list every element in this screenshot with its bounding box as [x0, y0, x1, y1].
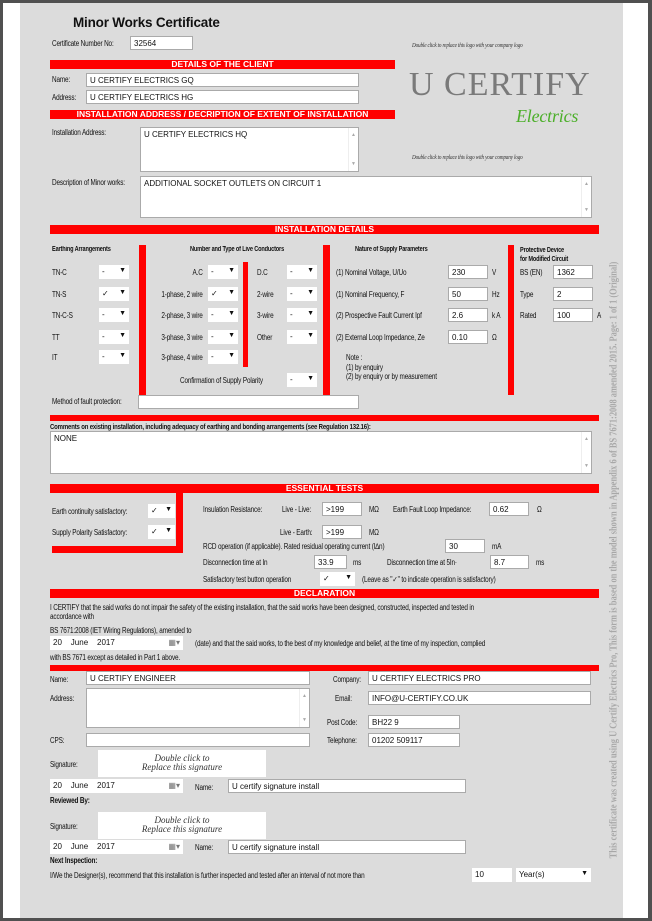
earthing-title: Earthing Arrangements [52, 246, 111, 253]
unit: MΩ [369, 505, 379, 514]
sig-text: Double click to [154, 815, 210, 825]
polarity-value: - [290, 375, 293, 384]
value: - [102, 332, 105, 341]
earthing-dropdown[interactable] [99, 350, 129, 364]
value: - [211, 332, 214, 341]
installation-address-value: U CERTIFY ELECTRICS HQ [144, 130, 248, 139]
divider [52, 546, 183, 553]
divider [139, 245, 146, 395]
dt2-label: Disconnection time at 5In· [387, 558, 457, 567]
dc-label: Other [257, 333, 273, 342]
value: - [211, 310, 214, 319]
value: - [290, 332, 293, 341]
unit: MΩ [369, 528, 379, 537]
value: - [211, 352, 214, 361]
signature-image[interactable] [98, 750, 266, 777]
sig-text: Replace this signature [141, 824, 223, 834]
conductors-title: Number and Type of Live Conductors [190, 246, 285, 253]
cert-number-input[interactable]: 32564 [130, 36, 193, 50]
chevron-down-icon: ▼ [228, 352, 235, 359]
device-title-2: for Modified Circuit [520, 256, 569, 263]
cert-number-label: Certificate Number No: [52, 39, 114, 48]
chevron-down-icon: ▼ [119, 352, 126, 359]
telephone-label: Telephone: [327, 736, 357, 745]
chevron-down-icon: ▼ [165, 506, 172, 513]
value: - [102, 310, 105, 319]
date-value: 20 June 2017 [53, 842, 115, 851]
signatory-name-label: Name: [50, 675, 69, 684]
chevron-down-icon: ▼ [307, 289, 314, 296]
chevron-down-icon: ▼ [307, 267, 314, 274]
email-input[interactable]: INFO@U-CERTIFY.CO.UK [368, 691, 591, 705]
dc-dropdown[interactable] [287, 287, 317, 301]
reviewed-name-label: Name: [195, 843, 214, 852]
insulation-label: Insulation Resistance: [203, 505, 263, 514]
company-label: Company: [333, 675, 361, 684]
efli-label: Earth Fault Loop Impedance: [393, 505, 472, 514]
device-input[interactable]: 2 [553, 287, 593, 301]
scrollbar[interactable]: ▲ ▼ [581, 177, 591, 217]
earthing-dropdown[interactable] [99, 287, 129, 301]
description-textarea[interactable] [140, 176, 592, 218]
earthing-dropdown[interactable] [99, 308, 129, 322]
earth-continuity-dropdown[interactable] [148, 504, 175, 518]
divider [508, 245, 514, 395]
reviewed-date-picker[interactable] [50, 840, 183, 854]
device-label: Type [520, 290, 534, 299]
earthing-label: TN-C [52, 268, 67, 277]
footer-note: This certificate was created using U Certify Electrics Pro, This form is based on the model shown in Appendix 6 of BS 7671:2008 amended 2015. Page: 1 of 1 (Original) [608, 261, 620, 859]
company-input[interactable]: U CERTIFY ELECTRICS PRO [368, 671, 591, 685]
ac-dropdown[interactable] [208, 330, 238, 344]
installation-address-textarea[interactable] [140, 127, 359, 172]
value: ✓ [211, 289, 218, 298]
reviewed-signature-label: Signature: [50, 822, 78, 831]
ac-dropdown[interactable] [208, 350, 238, 364]
fault-protection-label: Method of fault protection: [52, 397, 122, 406]
client-address-input[interactable]: U CERTIFY ELECTRICS HG [86, 90, 359, 104]
unit: V [492, 268, 497, 277]
declaration-header: DECLARATION [50, 589, 599, 598]
value: ✓ [102, 289, 109, 298]
chevron-down-icon: ▼ [119, 332, 126, 339]
rcd-input[interactable]: 30 [445, 539, 485, 553]
chevron-down-icon: ▼ [581, 870, 588, 877]
device-title [520, 246, 568, 264]
comments-value: NONE [54, 434, 78, 443]
device-label: Rated [520, 311, 537, 320]
unit: Hz [492, 290, 500, 299]
client-header: DETAILS OF THE CLIENT [50, 60, 395, 69]
polarity-dropdown[interactable] [287, 373, 317, 387]
note-line: (1) by enquiry [346, 362, 383, 372]
value: ✓ [151, 506, 158, 515]
supply-input[interactable]: 2.6 [448, 308, 488, 322]
note-line: Note : [346, 353, 363, 362]
declaration-text: (date) and that the said works, to the best of my knowledge and belief, at the time of my inspection, complied [195, 639, 486, 648]
dc-label: 3-wire [257, 311, 274, 320]
divider [323, 245, 330, 395]
ac-label: 1-phase, 2 wire [161, 290, 203, 299]
signature-label: Signature: [50, 760, 78, 769]
installation-details-header: INSTALLATION DETAILS [50, 225, 599, 234]
earthing-label: TN-C-S [52, 311, 73, 320]
earthing-label: IT [52, 353, 58, 362]
telephone-input[interactable]: 01202 509117 [368, 733, 460, 747]
signatory-date-picker[interactable] [50, 779, 183, 793]
declaration-date-picker[interactable] [50, 636, 183, 650]
unit: k A [492, 311, 501, 320]
live-earth-label: Live - Earth: [280, 528, 313, 537]
essential-tests-header: ESSENTIAL TESTS [50, 484, 599, 493]
supply-label: (1) Nominal Frequency, F [336, 290, 405, 299]
signatory-name-input[interactable]: U CERTIFY ENGINEER [86, 671, 310, 685]
earthing-label: TN-S [52, 290, 67, 299]
description-value: ADDITIONAL SOCKET OUTLETS ON CIRCUIT 1 [144, 179, 322, 188]
earthing-dropdown[interactable] [99, 265, 129, 279]
client-name-label: Name: [52, 75, 71, 84]
value: - [290, 310, 293, 319]
next-inspection-text: I/We the Designer(s), recommend that this installation is further inspected and tested after an interval of not more than [50, 871, 365, 880]
installation-header: INSTALLATION ADDRESS / DECRIPTION OF EXTENT OF INSTALLATION [50, 110, 395, 119]
date-value: 20 June 2017 [53, 638, 115, 647]
calendar-icon[interactable]: ▦▾ [168, 781, 180, 790]
chevron-down-icon: ▼ [345, 574, 352, 581]
scrollbar[interactable]: ▲ ▼ [581, 432, 591, 473]
chevron-down-icon: ▼ [307, 332, 314, 339]
logo-note-bottom: Double click to replace this logo with your company logo [412, 154, 523, 161]
live-live-input[interactable]: >199 [322, 502, 362, 516]
company-logo-sub: Electrics [516, 106, 579, 126]
unit: Ω [492, 333, 497, 342]
supply-input[interactable]: 230 [448, 265, 488, 279]
interval-unit-dropdown[interactable] [516, 868, 591, 882]
dc-label: D.C [257, 268, 268, 277]
installation-address-label: Installation Address: [52, 128, 106, 137]
sig-name-input[interactable]: U certify signature install [228, 779, 466, 793]
earthing-dropdown[interactable] [99, 330, 129, 344]
test-button-note: (Leave as "✓" to indicate operation is satisfactory) [362, 575, 496, 584]
unit: ms [353, 558, 362, 567]
signatory-address-textarea[interactable] [86, 688, 310, 728]
ac-label: 3-phase, 4 wire [161, 353, 203, 362]
test-button-label: Satisfactory test button operation [203, 575, 292, 584]
value: - [102, 267, 105, 276]
sig-text: Double click to [154, 753, 210, 763]
note-line: (2) by enquiry or by measurement [346, 372, 437, 381]
dc-dropdown[interactable] [287, 265, 317, 279]
unit: Ω [537, 505, 542, 514]
live-live-label: Live - Live: [282, 505, 312, 514]
calendar-icon[interactable]: ▦▾ [168, 842, 180, 851]
supply-polarity-label: Supply Polarity Satisfactory: [52, 528, 128, 537]
divider [243, 262, 248, 367]
ac-dropdown[interactable] [208, 265, 238, 279]
interval-input[interactable]: 10 [472, 868, 512, 882]
efli-input[interactable]: 0.62 [489, 502, 529, 516]
page-title: Minor Works Certificate [73, 15, 220, 30]
description-label: Description of Minor works: [52, 178, 125, 187]
ac-label: 3-phase, 3 wire [161, 333, 203, 342]
chevron-down-icon: ▼ [307, 310, 314, 317]
company-logo[interactable]: U CERTIFY [409, 66, 591, 103]
chevron-down-icon: ▼ [119, 289, 126, 296]
earth-continuity-label: Earth continuity satisfactory: [52, 507, 128, 516]
value: - [211, 267, 214, 276]
test-button-dropdown[interactable] [320, 572, 355, 586]
declaration-text: BS 7671:2008 (IET Wiring Regulations), amended to [50, 626, 192, 635]
ac-label: A.C [192, 268, 203, 277]
supply-title: Nature of Supply Parameters [355, 246, 428, 253]
supply-label: (2) Prospective Fault Current Ipf [336, 311, 422, 320]
chevron-down-icon: ▼ [119, 267, 126, 274]
declaration-text: accordance with [50, 612, 94, 621]
supply-note [346, 353, 437, 382]
postcode-input[interactable]: BH22 9 [368, 715, 460, 729]
chevron-down-icon: ▼ [228, 289, 235, 296]
reviewed-name-input[interactable]: U certify signature install [228, 840, 466, 854]
signatory-address-label: Address: [50, 694, 74, 703]
date-value: 20 June 2017 [53, 781, 115, 790]
next-inspection-title: Next Inspection: [50, 856, 98, 865]
value: ✓ [323, 574, 330, 583]
sig-name-label: Name: [195, 783, 214, 792]
rcd-label: RCD operation (if applicable). Rated residual operating current (I∆n) [203, 542, 385, 551]
scrollbar[interactable]: ▲ ▼ [348, 128, 358, 171]
chevron-down-icon: ▼ [307, 375, 314, 382]
supply-input[interactable]: 0.10 [448, 330, 488, 344]
chevron-down-icon: ▼ [119, 310, 126, 317]
client-name-input[interactable]: U CERTIFY ELECTRICS GQ [86, 73, 359, 87]
scrollbar[interactable]: ▲ ▼ [299, 689, 309, 727]
dc-dropdown[interactable] [287, 330, 317, 344]
value: Year(s) [519, 870, 545, 879]
logo-note-top: Double click to replace this logo with your company logo [412, 42, 523, 49]
reviewed-title: Reviewed By: [50, 796, 90, 805]
divider [176, 492, 183, 553]
declaration-text: I CERTIFY that the said works do not impair the safety of the existing installation, that the said works have been designed, constructed, inspected and tested in [50, 603, 475, 612]
dc-label: 2-wire [257, 290, 274, 299]
supply-input[interactable]: 50 [448, 287, 488, 301]
unit: mA [492, 542, 502, 551]
device-input[interactable]: 100 [553, 308, 593, 322]
device-label: BS (EN) [520, 268, 543, 277]
device-title-1: Protective Device [520, 247, 564, 254]
divider-bar [50, 415, 599, 421]
polarity-label: Confirmation of Supply Polarity [180, 376, 263, 385]
ac-dropdown[interactable] [208, 287, 238, 301]
reviewed-signature-image[interactable] [98, 812, 266, 839]
live-earth-input[interactable]: >199 [322, 525, 362, 539]
supply-label: (2) External Loop Impedance, Ze [336, 333, 425, 342]
calendar-icon[interactable]: ▦▾ [168, 638, 180, 647]
chevron-down-icon: ▼ [228, 332, 235, 339]
unit: ms [536, 558, 545, 567]
supply-label: (1) Nominal Voltage, U/Uo [336, 268, 407, 277]
dt1-input[interactable]: 33.9 [314, 555, 347, 569]
earthing-label: TT [52, 333, 60, 342]
declaration-text: with BS 7671 except as detailed in Part 1 above. [50, 653, 181, 662]
comments-label: Comments on existing installation, including adequacy of earthing and bonding arrangements (see Regulation 132.16): [50, 422, 371, 431]
email-label: Email: [335, 694, 352, 703]
sig-text: Replace this signature [141, 762, 223, 772]
dt2-input[interactable]: 8.7 [490, 555, 529, 569]
chevron-down-icon: ▼ [228, 267, 235, 274]
ac-label: 2-phase, 3 wire [161, 311, 203, 320]
client-address-label: Address: [52, 93, 76, 102]
fault-protection-input[interactable] [138, 395, 359, 409]
supply-polarity-dropdown[interactable] [148, 525, 175, 539]
cps-label: CPS: [50, 736, 65, 745]
value: - [102, 352, 105, 361]
cps-input[interactable] [86, 733, 310, 747]
ac-dropdown[interactable] [208, 308, 238, 322]
value: - [290, 289, 293, 298]
value: ✓ [151, 527, 158, 536]
dt1-label: Disconnection time at In [203, 558, 268, 567]
value: - [290, 267, 293, 276]
chevron-down-icon: ▼ [165, 527, 172, 534]
dc-dropdown[interactable] [287, 308, 317, 322]
postcode-label: Post Code: [327, 718, 358, 727]
chevron-down-icon: ▼ [228, 310, 235, 317]
unit: A [597, 311, 602, 320]
comments-textarea[interactable] [50, 431, 592, 474]
device-input[interactable]: 1362 [553, 265, 593, 279]
